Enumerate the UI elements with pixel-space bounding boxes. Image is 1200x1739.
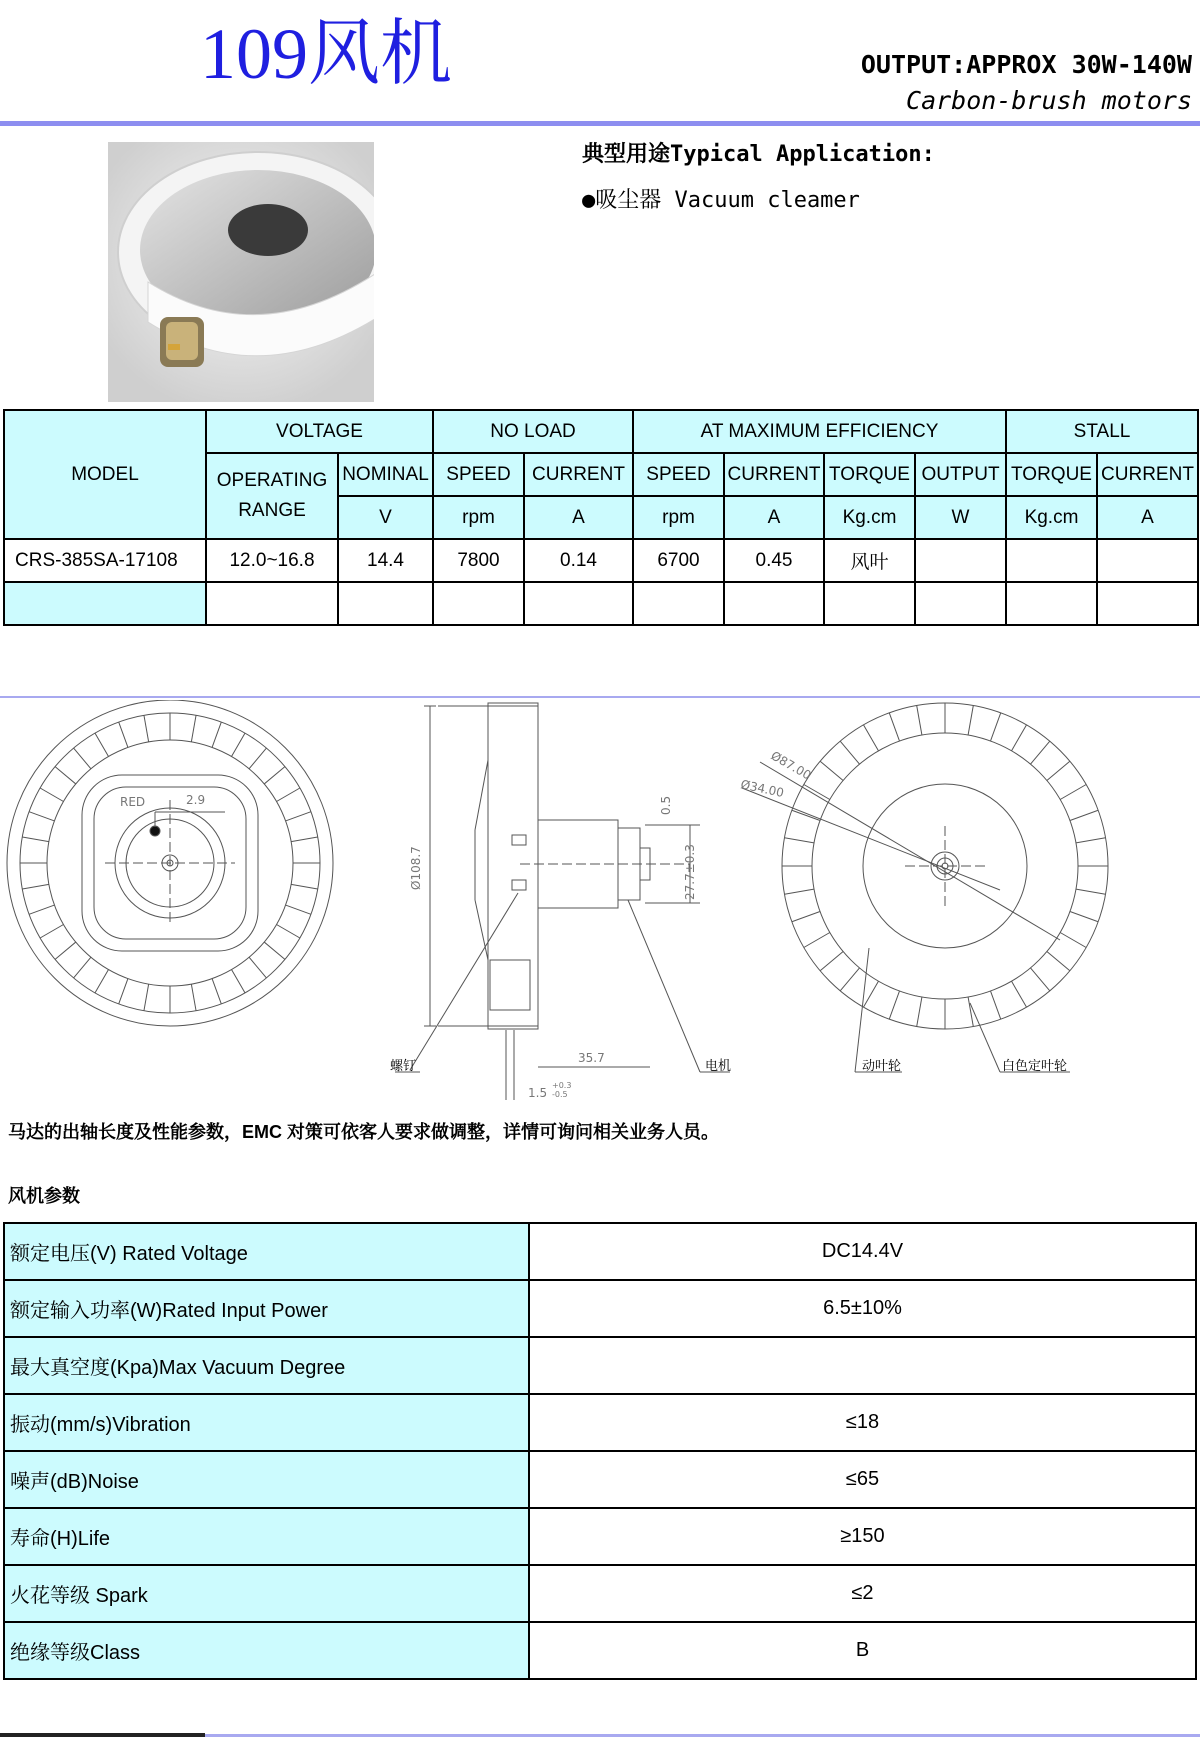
blade-line bbox=[286, 905, 311, 914]
param-key: 额定电压(V) Rated Voltage bbox=[4, 1223, 529, 1280]
page-title: 109风机 bbox=[200, 14, 453, 94]
empty-cell bbox=[633, 582, 724, 625]
blade-line bbox=[55, 767, 76, 784]
blade-line bbox=[1047, 951, 1070, 970]
blade-line bbox=[889, 713, 899, 741]
param-value: 6.5±10% bbox=[529, 1280, 1196, 1337]
blade-line bbox=[792, 911, 820, 921]
blade-line bbox=[1076, 838, 1106, 843]
me-output-cell bbox=[915, 539, 1006, 582]
blade-line bbox=[1076, 889, 1106, 894]
dim-34: Ø34.00 bbox=[739, 777, 786, 801]
blade-line bbox=[29, 812, 54, 821]
unit-v: V bbox=[338, 496, 433, 539]
label-motor: 电机 bbox=[705, 1059, 732, 1074]
blade-line bbox=[232, 733, 246, 756]
footer-divider-dark bbox=[0, 1733, 205, 1737]
table-row bbox=[4, 1337, 1196, 1394]
blade-line bbox=[22, 884, 49, 889]
empty-cell bbox=[338, 582, 433, 625]
blade-line bbox=[95, 733, 109, 756]
blade-line bbox=[286, 812, 311, 821]
empty-cell bbox=[524, 582, 633, 625]
blade-line bbox=[784, 889, 814, 894]
table-row bbox=[4, 582, 1198, 625]
spec-table bbox=[3, 409, 1199, 626]
blade-line bbox=[990, 991, 1000, 1019]
param-value: ≤65 bbox=[529, 1451, 1196, 1508]
me-torque-header: TORQUE bbox=[824, 453, 915, 496]
blade-line bbox=[291, 837, 318, 842]
section-divider bbox=[0, 696, 1200, 698]
blade-line bbox=[232, 970, 246, 993]
blade-line bbox=[291, 884, 318, 889]
no-load-header: NO LOAD bbox=[433, 410, 633, 453]
blade-line bbox=[144, 715, 149, 742]
blade-line bbox=[74, 957, 91, 978]
operating-range-cell: 12.0~16.8 bbox=[206, 539, 338, 582]
dim-35-7: 35.7 bbox=[578, 1051, 605, 1065]
me-torque-cell: 风叶 bbox=[824, 539, 915, 582]
dim-1-5-tol-up: +0.3 bbox=[552, 1081, 572, 1090]
red-label: RED bbox=[120, 795, 146, 809]
param-key: 火花等级 Spark bbox=[4, 1565, 529, 1622]
blade-line bbox=[264, 942, 285, 959]
nl-speed-header: SPEED bbox=[433, 453, 524, 496]
me-current-header: CURRENT bbox=[724, 453, 824, 496]
table-row bbox=[4, 1280, 1196, 1337]
unit-w: W bbox=[915, 496, 1006, 539]
blade-line bbox=[212, 722, 221, 747]
fan-params-table bbox=[3, 1222, 1197, 1680]
blade-line bbox=[74, 748, 91, 769]
blade-line bbox=[1012, 981, 1027, 1007]
blade-line bbox=[840, 741, 859, 764]
table-row bbox=[4, 1508, 1196, 1565]
blade-line bbox=[784, 838, 814, 843]
blade-line bbox=[1060, 785, 1086, 800]
blade-line bbox=[249, 748, 266, 769]
blade-line bbox=[1030, 968, 1049, 991]
unit-kgcm: Kg.cm bbox=[824, 496, 915, 539]
blade-line bbox=[889, 991, 899, 1019]
blade-line bbox=[804, 785, 830, 800]
st-torque-header: TORQUE bbox=[1006, 453, 1097, 496]
operating-label: OPERATING bbox=[216, 470, 328, 491]
label-screw: 螺钉 bbox=[390, 1059, 417, 1074]
blade-line bbox=[22, 837, 49, 842]
param-value: ≤2 bbox=[529, 1565, 1196, 1622]
nl-current-header: CURRENT bbox=[524, 453, 633, 496]
table-row bbox=[4, 1394, 1196, 1451]
empty-cell bbox=[433, 582, 524, 625]
blade-line bbox=[820, 951, 843, 970]
blade-line bbox=[29, 905, 54, 914]
blade-line bbox=[990, 713, 1000, 741]
stall-header: STALL bbox=[1006, 410, 1198, 453]
blade-line bbox=[144, 984, 149, 1011]
unit-rpm: rpm bbox=[433, 496, 524, 539]
param-value bbox=[529, 1337, 1196, 1394]
blade-line bbox=[264, 767, 285, 784]
blade-line bbox=[804, 933, 830, 948]
technical-drawing bbox=[0, 700, 1200, 1100]
model-cell: CRS-385SA-17108 bbox=[4, 539, 206, 582]
param-key: 额定输入功率(W)Rated Input Power bbox=[4, 1280, 529, 1337]
top-view bbox=[739, 703, 1108, 1074]
blade-line bbox=[249, 957, 266, 978]
unit-a: A bbox=[1097, 496, 1198, 539]
empty-cell bbox=[206, 582, 338, 625]
adjustment-note: 马达的出轴长度及性能参数，EMC 对策可依客人要求做调整，详情可询问相关业务人员。 bbox=[8, 1122, 719, 1142]
param-key: 绝缘等级Class bbox=[4, 1622, 529, 1679]
param-value: B bbox=[529, 1622, 1196, 1679]
blade-line bbox=[191, 984, 196, 1011]
table-row bbox=[4, 1223, 1196, 1280]
dim-1-5-tol-dn: -0.5 bbox=[552, 1090, 568, 1099]
model-header: MODEL bbox=[4, 410, 206, 539]
blade-line bbox=[277, 788, 300, 802]
st-current-cell bbox=[1097, 539, 1198, 582]
blade-line bbox=[1070, 810, 1098, 820]
operating-range-header bbox=[206, 453, 338, 539]
product-photo bbox=[108, 142, 374, 402]
param-key: 最大真空度(Kpa)Max Vacuum Degree bbox=[4, 1337, 529, 1394]
application-title: 典型用途Typical Application: bbox=[582, 142, 935, 167]
empty-cell bbox=[824, 582, 915, 625]
blade-line bbox=[40, 788, 63, 802]
fan-params-title: 风机参数 bbox=[8, 1186, 80, 1206]
dim-2-9: 2.9 bbox=[186, 793, 206, 807]
label-impeller: 动叶轮 bbox=[862, 1059, 902, 1074]
blade-line bbox=[95, 970, 109, 993]
dim-87: Ø87.00 bbox=[768, 748, 814, 783]
blade-line bbox=[864, 981, 879, 1007]
blade-line bbox=[191, 715, 196, 742]
blade-line bbox=[1047, 761, 1070, 780]
nominal-cell: 14.4 bbox=[338, 539, 433, 582]
voltage-header: VOLTAGE bbox=[206, 410, 433, 453]
unit-kgcm: Kg.cm bbox=[1006, 496, 1097, 539]
table-row bbox=[4, 539, 1198, 582]
range-label: RANGE bbox=[238, 500, 306, 521]
table-row bbox=[4, 1451, 1196, 1508]
param-value: ≤18 bbox=[529, 1394, 1196, 1451]
me-speed-cell: 6700 bbox=[633, 539, 724, 582]
blade-line bbox=[917, 997, 922, 1027]
blade-line bbox=[792, 810, 820, 820]
blade-line bbox=[119, 979, 128, 1004]
unit-a: A bbox=[724, 496, 824, 539]
blade-line bbox=[968, 997, 973, 1027]
blade-line bbox=[840, 968, 859, 991]
label-stator: 白色定叶轮 bbox=[1002, 1059, 1068, 1074]
me-current-cell: 0.45 bbox=[724, 539, 824, 582]
blade-line bbox=[119, 722, 128, 747]
dim-1-5: 1.5 bbox=[528, 1086, 548, 1100]
blade-line bbox=[277, 925, 300, 939]
blade-line bbox=[917, 705, 922, 735]
nl-current-cell: 0.14 bbox=[524, 539, 633, 582]
empty-cell bbox=[724, 582, 824, 625]
blade-line bbox=[820, 761, 843, 780]
blade-line bbox=[1012, 725, 1027, 751]
dim-27-7: 27.7±0.3 bbox=[683, 844, 697, 900]
dim-0-5: 0.5 bbox=[659, 795, 673, 815]
blade-line bbox=[55, 942, 76, 959]
empty-cell bbox=[915, 582, 1006, 625]
param-value: DC14.4V bbox=[529, 1223, 1196, 1280]
nl-speed-cell: 7800 bbox=[433, 539, 524, 582]
param-key: 噪声(dB)Noise bbox=[4, 1451, 529, 1508]
param-value: ≥150 bbox=[529, 1508, 1196, 1565]
param-key: 寿命(H)Life bbox=[4, 1508, 529, 1565]
header-divider bbox=[0, 121, 1200, 126]
me-speed-header: SPEED bbox=[633, 453, 724, 496]
blade-line bbox=[968, 705, 973, 735]
empty-cell bbox=[4, 582, 206, 625]
application-item: ●吸尘器 Vacuum cleamer bbox=[582, 188, 860, 213]
unit-rpm: rpm bbox=[633, 496, 724, 539]
side-view bbox=[390, 703, 731, 1100]
footer-divider bbox=[205, 1734, 1200, 1737]
max-efficiency-header: AT MAXIMUM EFFICIENCY bbox=[633, 410, 1006, 453]
blade-line bbox=[212, 979, 221, 1004]
output-range: OUTPUT:APPROX 30W-140W bbox=[860, 50, 1192, 79]
blade-line bbox=[40, 925, 63, 939]
bottom-view bbox=[7, 700, 333, 1026]
me-output-header: OUTPUT bbox=[915, 453, 1006, 496]
dim-108-7: Ø108.7 bbox=[409, 846, 423, 890]
blade-line bbox=[864, 725, 879, 751]
blade-line bbox=[1030, 741, 1049, 764]
motor-type: Carbon-brush motors bbox=[906, 86, 1192, 115]
table-row bbox=[4, 1565, 1196, 1622]
st-current-header: CURRENT bbox=[1097, 453, 1198, 496]
empty-cell bbox=[1006, 582, 1097, 625]
st-torque-cell bbox=[1006, 539, 1097, 582]
table-row bbox=[4, 1622, 1196, 1679]
blade-line bbox=[1060, 933, 1086, 948]
param-key: 振动(mm/s)Vibration bbox=[4, 1394, 529, 1451]
blade-line bbox=[1070, 911, 1098, 921]
empty-cell bbox=[1097, 582, 1198, 625]
nominal-header: NOMINAL bbox=[338, 453, 433, 496]
unit-a: A bbox=[524, 496, 633, 539]
